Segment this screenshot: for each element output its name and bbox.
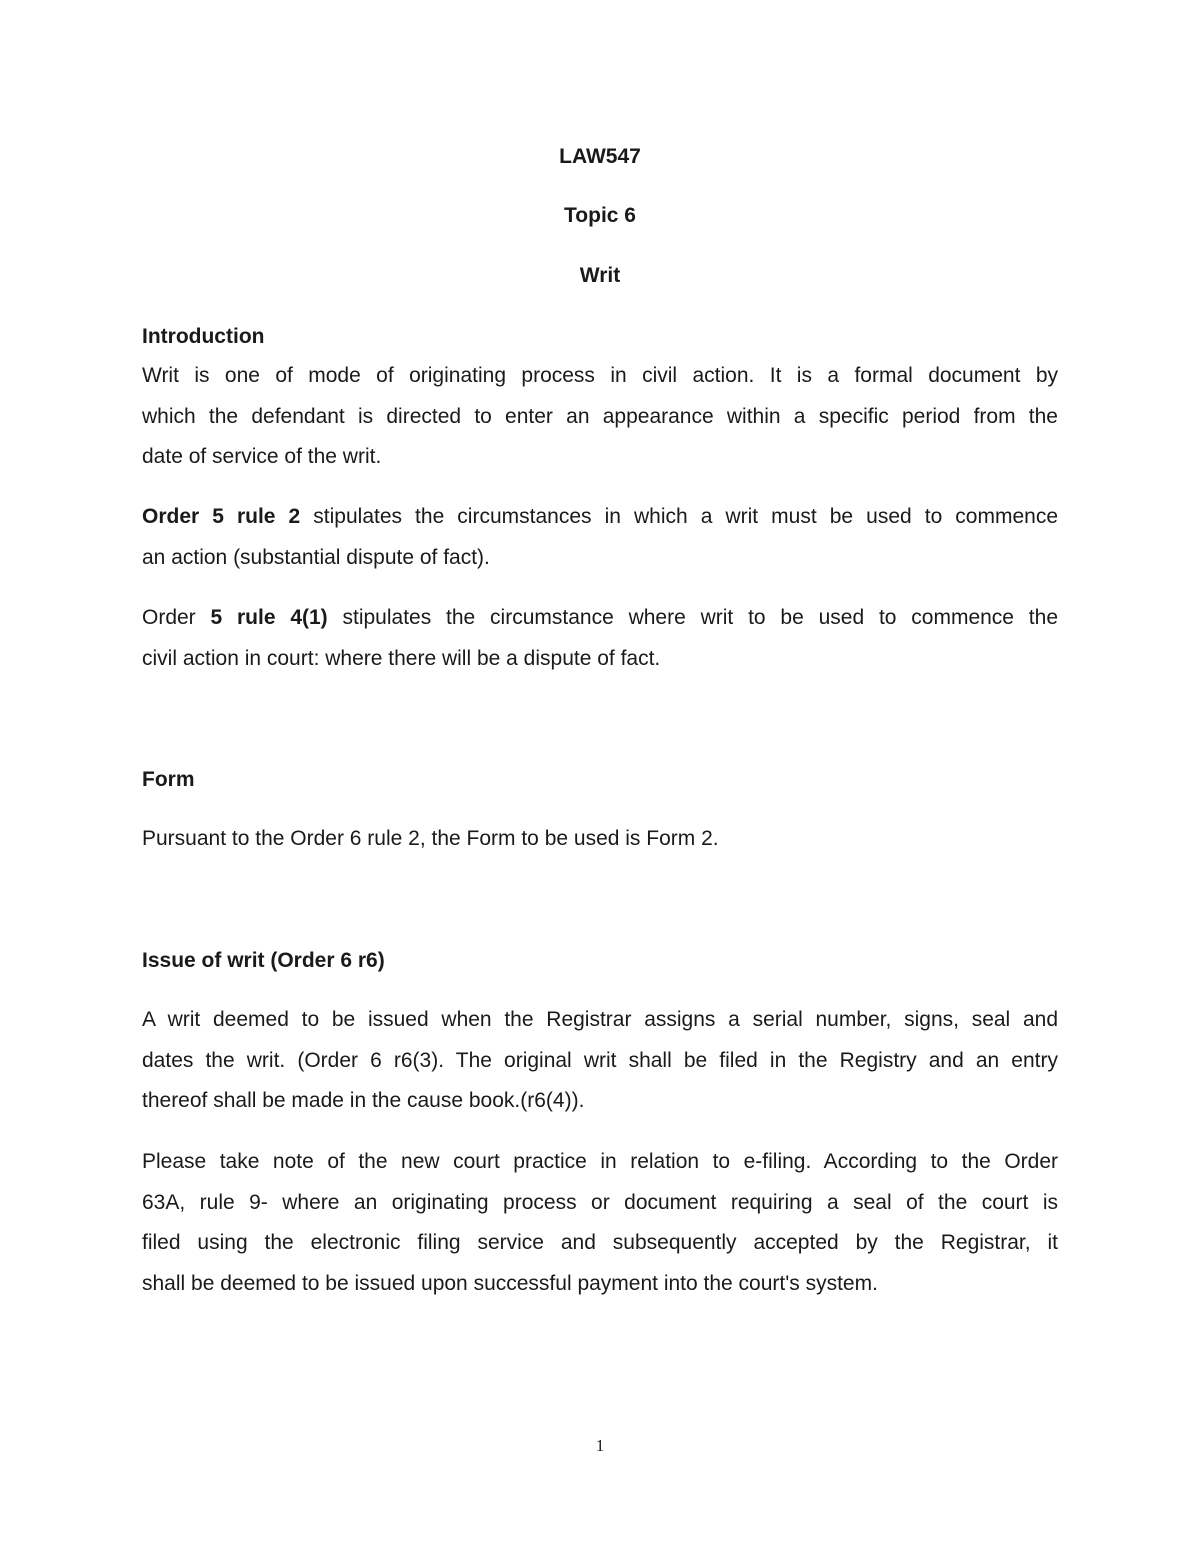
order5-rule2-line1-text: stipulates the circumstances in which a writ must be used to commence <box>300 505 1059 528</box>
order5-rule4-line1-text: stipulates the circumstance where writ to be used to commence the <box>327 606 1058 629</box>
order5-rule2-line-1 <box>142 497 1058 538</box>
introduction-line-3: date of service of the writ. <box>142 445 382 469</box>
issue-of-writ-paragraph-2 <box>142 1142 1058 1305</box>
order5-rule4-line-1 <box>142 598 1058 639</box>
page-number: 1 <box>595 1436 605 1455</box>
introduction-heading: Introduction <box>142 325 265 348</box>
issue-p1-line-2: dates the writ. (Order 6 r6(3). The original writ shall be filed in the Registry and an entry <box>142 1048 1058 1072</box>
document-title: Writ <box>579 264 621 287</box>
order5-rule4-paragraph <box>142 598 1058 679</box>
form-heading: Form <box>142 768 195 791</box>
issue-p2-line-1: Please take note of the new court practice in relation to e-filing. According to the Order <box>142 1150 1058 1173</box>
topic-number: Topic 6 <box>564 204 636 227</box>
introduction-line-1: Writ is one of mode of originating process in civil action. It is a formal document by <box>142 364 1058 387</box>
order5-rule4-line-2: civil action in court: where there will be a dispute of fact. <box>142 646 661 670</box>
issue-p2-line-4: shall be deemed to be issued upon successful payment into the court's system. <box>142 1272 878 1296</box>
issue-of-writ-paragraph-1 <box>142 1000 1058 1122</box>
form-paragraph <box>142 819 1058 860</box>
order5-rule2-line-2: an action (substantial dispute of fact). <box>142 545 490 569</box>
introduction-line-2: which the defendant is directed to enter an appearance within a specific period from the <box>142 404 1058 428</box>
issue-of-writ-heading: Issue of writ (Order 6 r6) <box>142 949 385 972</box>
introduction-paragraph <box>142 356 1058 478</box>
issue-p2-line-3: filed using the electronic filing service and subsequently accepted by the Registrar, it <box>142 1231 1058 1255</box>
order5-rule4-prefix: Order <box>142 606 211 629</box>
issue-p2-line-2: 63A, rule 9- where an originating process or document requiring a seal of the court is <box>142 1190 1058 1214</box>
issue-p1-line-1: A writ deemed to be issued when the Registrar assigns a serial number, signs, seal and <box>142 1008 1058 1031</box>
course-code: LAW547 <box>559 145 641 168</box>
order5-rule2-bold: Order 5 rule 2 <box>142 505 301 528</box>
order5-rule4-bold: 5 rule 4(1) <box>210 606 328 629</box>
order5-rule2-paragraph <box>142 497 1058 578</box>
issue-p1-line-3: thereof shall be made in the cause book.(r6(4)). <box>142 1089 585 1113</box>
form-text: Pursuant to the Order 6 rule 2, the Form to be used is Form 2. <box>142 827 719 850</box>
